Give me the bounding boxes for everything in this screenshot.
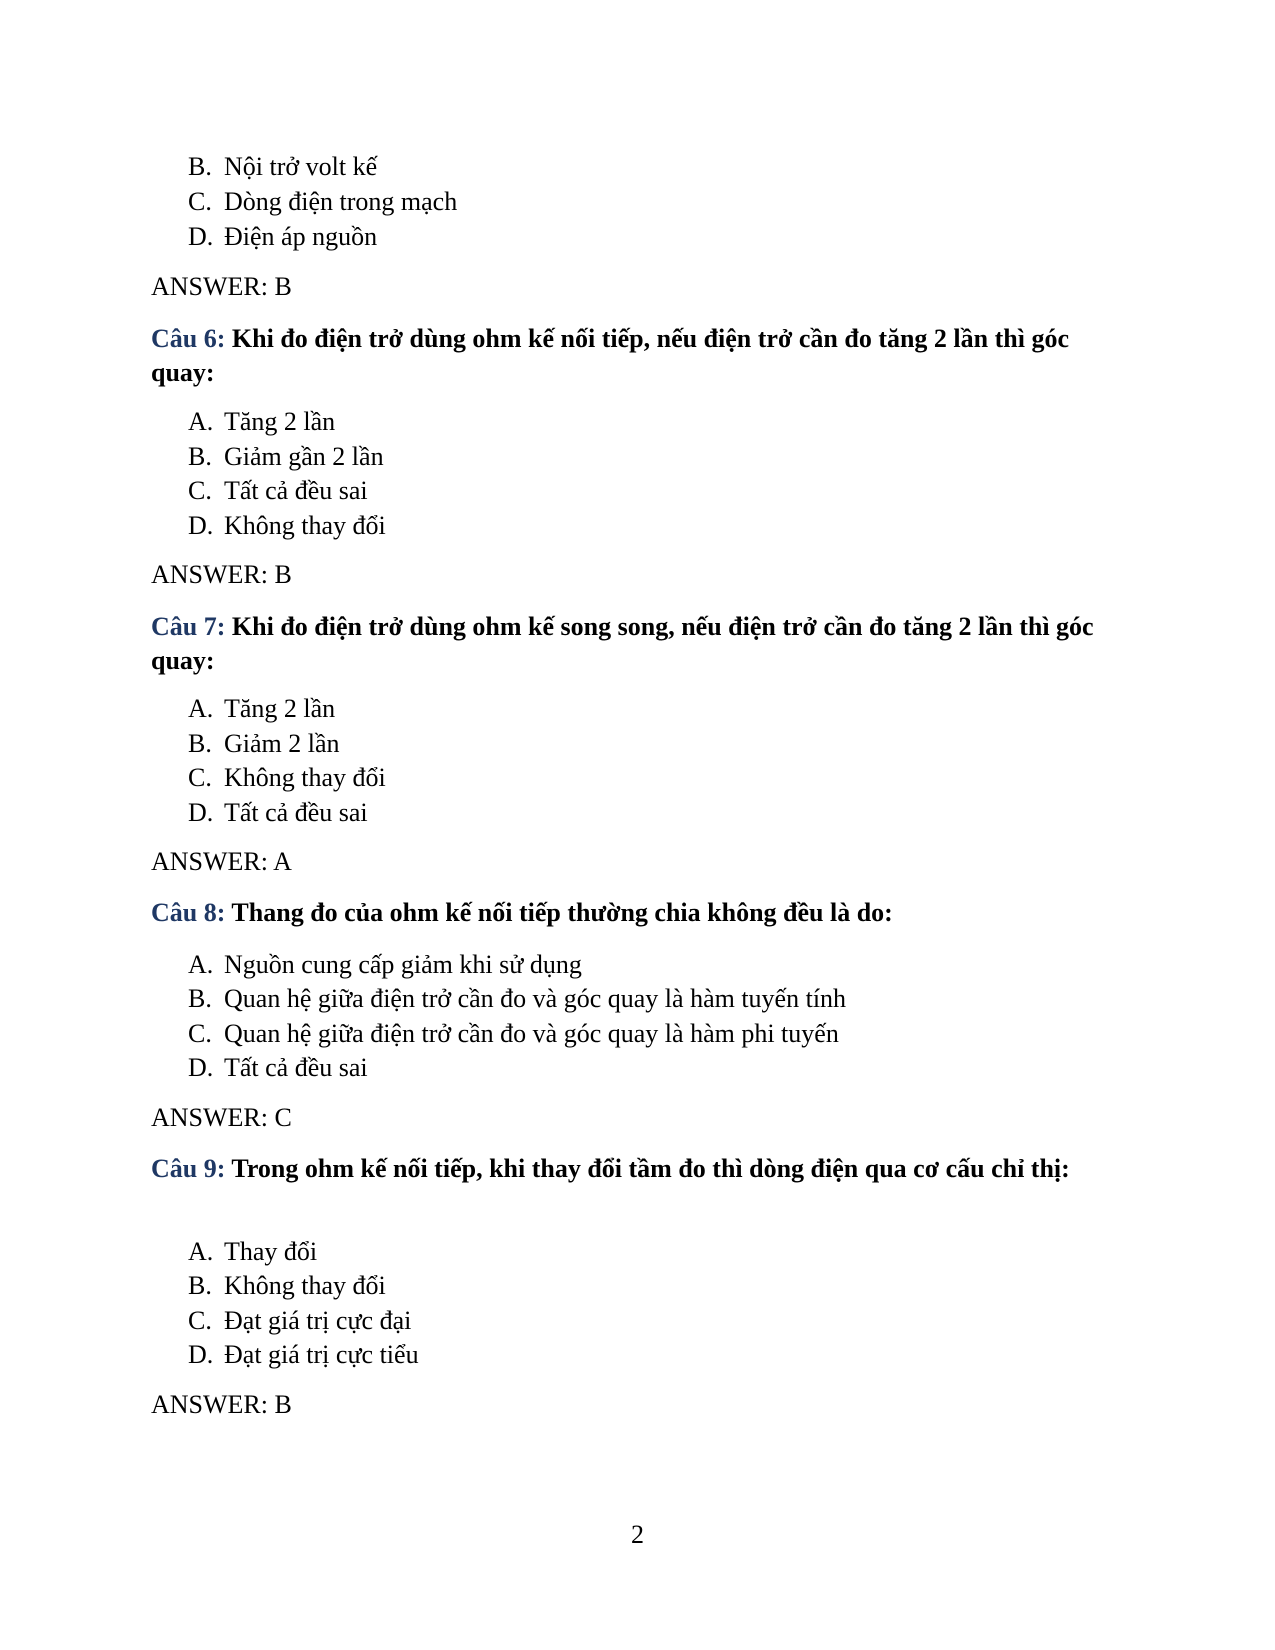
option-item	[188, 1235, 317, 1269]
option-item	[188, 1304, 411, 1338]
option-item	[188, 982, 846, 1016]
question-9	[151, 1152, 1131, 1186]
option-letter: D.	[188, 1053, 214, 1082]
option-text: Tất cả đều sai	[224, 798, 368, 827]
option-item	[188, 727, 340, 761]
option-letter: C.	[188, 763, 212, 792]
option-item	[188, 1017, 839, 1051]
answer-line: ANSWER: A	[151, 847, 292, 876]
question-text: Trong ohm kế nối tiếp, khi thay đổi tầm đo thì dòng điện qua cơ cấu chỉ thị:	[225, 1154, 1070, 1183]
option-letter: B.	[188, 1271, 212, 1300]
option-text: Nội trở volt kế	[224, 152, 378, 181]
option-text: Quan hệ giữa điện trở cần đo và góc quay là hàm tuyến tính	[224, 984, 847, 1013]
option-letter: C.	[188, 476, 212, 505]
option-item	[188, 692, 335, 726]
question-text: Khi đo điện trở dùng ohm kế nối tiếp, nếu điện trở cần đo tăng 2 lần thì góc quay:	[151, 324, 1069, 387]
option-text: Điện áp nguồn	[224, 222, 378, 251]
option-text: Quan hệ giữa điện trở cần đo và góc quay là hàm phi tuyến	[224, 1019, 839, 1048]
option-text: Không thay đổi	[224, 511, 386, 540]
option-text: Không thay đổi	[224, 1271, 386, 1300]
page-number: 2	[631, 1520, 644, 1549]
answer-line: ANSWER: B	[151, 560, 292, 589]
question-text: Khi đo điện trở dùng ohm kế song song, nếu điện trở cần đo tăng 2 lần thì góc quay:	[151, 612, 1094, 675]
option-letter: A.	[188, 694, 214, 723]
option-text: Giảm gần 2 lần	[224, 442, 384, 471]
question-7	[151, 610, 1131, 678]
option-item	[188, 405, 335, 439]
question-number: Câu 6:	[151, 324, 226, 353]
question-6	[151, 322, 1131, 390]
option-text: Nguồn cung cấp giảm khi sử dụng	[224, 950, 582, 979]
option-item	[188, 185, 457, 219]
question-number: Câu 9:	[151, 1154, 226, 1183]
question-number: Câu 7:	[151, 612, 226, 641]
option-letter: D.	[188, 511, 214, 540]
option-letter: D.	[188, 1340, 214, 1369]
question-text: Thang đo của ohm kế nối tiếp thường chia không đều là do:	[225, 898, 893, 927]
answer-line: ANSWER: B	[151, 272, 292, 301]
option-item	[188, 509, 386, 543]
option-item	[188, 1051, 368, 1085]
option-letter: C.	[188, 1019, 212, 1048]
option-item	[188, 150, 377, 184]
option-text: Tất cả đều sai	[224, 1053, 368, 1082]
answer-line: ANSWER: C	[151, 1103, 292, 1132]
option-item	[188, 796, 368, 830]
option-letter: A.	[188, 1237, 214, 1266]
option-item	[188, 1338, 419, 1372]
option-text: Tất cả đều sai	[224, 476, 368, 505]
option-text: Đạt giá trị cực đại	[224, 1306, 412, 1335]
option-letter: B.	[188, 442, 212, 471]
option-letter: D.	[188, 222, 214, 251]
option-letter: A.	[188, 950, 214, 979]
option-item	[188, 948, 582, 982]
option-letter: C.	[188, 187, 212, 216]
question-number: Câu 8:	[151, 898, 226, 927]
option-text: Đạt giá trị cực tiểu	[224, 1340, 419, 1369]
option-letter: B.	[188, 984, 212, 1013]
option-letter: D.	[188, 798, 214, 827]
option-letter: A.	[188, 407, 214, 436]
option-item	[188, 474, 368, 508]
option-text: Tăng 2 lần	[224, 407, 336, 436]
option-item	[188, 761, 386, 795]
option-letter: B.	[188, 729, 212, 758]
option-text: Giảm 2 lần	[224, 729, 340, 758]
option-letter: C.	[188, 1306, 212, 1335]
option-text: Thay đổi	[224, 1237, 318, 1266]
option-item	[188, 1269, 386, 1303]
option-item	[188, 220, 377, 254]
answer-line: ANSWER: B	[151, 1390, 292, 1419]
question-8	[151, 896, 1131, 930]
option-text: Tăng 2 lần	[224, 694, 336, 723]
option-letter: B.	[188, 152, 212, 181]
option-text: Dòng điện trong mạch	[224, 187, 458, 216]
option-item	[188, 440, 384, 474]
option-text: Không thay đổi	[224, 763, 386, 792]
